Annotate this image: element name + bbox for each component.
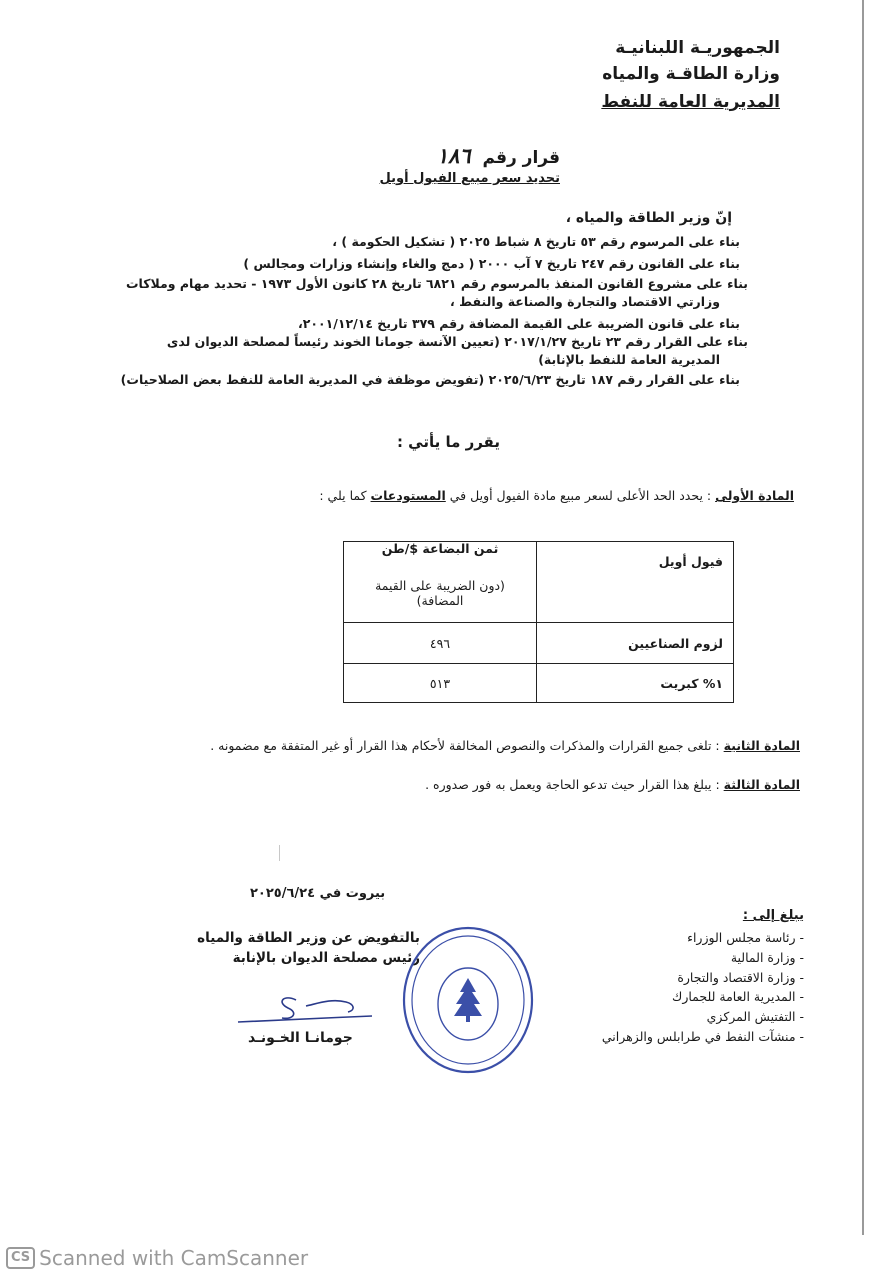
distribution-item: - وزارة المالية	[730, 950, 804, 965]
cedar-icon	[454, 978, 482, 1016]
article-2-text: : تلغى جميع القرارات والمذكرات والنصوص المخالفة لأحكام هذا القرار أو غير المتفقة مع مضمونه .	[210, 738, 720, 753]
header-republic: الجمهوريـة اللبنانيـة	[615, 38, 780, 58]
delegation-line: بالتفويض عن وزير الطاقة والمياه	[197, 930, 420, 946]
camscanner-logo-icon: CS	[6, 1247, 35, 1269]
article-3	[425, 777, 800, 792]
article-1-underlined: المستودعات	[370, 488, 446, 503]
price-header: ثمن البضاعة $/طن	[381, 540, 499, 556]
handwritten-signature	[236, 982, 376, 1032]
price-header-cell	[344, 542, 537, 623]
preamble-line: بناء على مشروع القانون المنفذ بالمرسوم رقم ٦٨٢١ تاريخ ٢٨ كانون الأول ١٩٧٣ - تحديد مهام وملاكات	[125, 276, 748, 291]
price-cell: ٤٩٦	[344, 623, 537, 664]
header-ministry: وزارة الطاقـة والمياه	[602, 64, 780, 84]
article-3-label: المادة الثالثة	[723, 777, 800, 792]
preamble-line: بناء على القرار رقم ١٨٧ تاريخ ٢٠٢٥/٦/٢٣ (تفويض موظفة في المديرية العامة للنفط بعض الصلاحيات)	[120, 372, 740, 387]
price-cell: ٥١٣	[344, 664, 537, 703]
article-1	[319, 488, 794, 503]
product-header: فيول أويل	[537, 542, 734, 623]
official-stamp	[398, 922, 538, 1078]
table-row	[344, 623, 734, 664]
camscanner-text: Scanned with CamScanner	[39, 1246, 309, 1270]
article-1-text: : يحدد الحد الأعلى لسعر مبيع مادة الفيول أويل في	[449, 488, 712, 503]
price-table	[343, 541, 734, 703]
minister-line: إنّ وزير الطاقة والمياه ،	[565, 210, 732, 226]
camscanner-watermark	[6, 1246, 308, 1270]
article-1-label: المادة الأولى	[715, 488, 794, 503]
distribution-item: - رئاسة مجلس الوزراء	[687, 930, 804, 945]
distribution-item: - منشآت النفط في طرابلس والزهراني	[601, 1029, 804, 1044]
table-header-row	[344, 542, 734, 623]
article-1-text-end: كما يلي :	[319, 488, 367, 503]
article-2-label: المادة الثانية	[723, 738, 800, 753]
decision-title-prefix: قرار رقم	[482, 148, 560, 168]
place-date: بيروت في ٢٠٢٥/٦/٢٤	[250, 886, 386, 901]
decision-title	[437, 143, 560, 168]
distribution-item: - وزارة الاقتصاد والتجارة	[677, 970, 804, 985]
preamble-line: بناء على القانون رقم ٢٤٧ تاريخ ٧ آب ٢٠٠٠ ( دمج والغاء وإنشاء وزارات ومجالس )	[243, 256, 740, 271]
distribution-item: - التفتيش المركزي	[706, 1009, 804, 1024]
delegation-title: رئيس مصلحة الديوان بالإنابة	[232, 950, 420, 966]
decision-subject: تحديد سعر مبيع الفيول أويل	[379, 171, 560, 186]
decision-number: ١٨٦	[436, 143, 471, 168]
preamble-line: المديرية العامة للنفط بالإنابة)	[538, 352, 720, 367]
product-cell: ١% كبريت	[537, 664, 734, 703]
price-header-note: (دون الضريبة على القيمة المضافة)	[375, 577, 505, 608]
preamble-line: بناء على المرسوم رقم ٥٣ تاريخ ٨ شباط ٢٠٢٥ ( تشكيل الحكومة ) ،	[332, 234, 740, 249]
distribution-title: يبلغ إلى :	[742, 908, 804, 923]
preamble-line: بناء على القرار رقم ٢٣ تاريخ ٢٠١٧/١/٢٧ (تعيين الآنسة جومانا الخوند رئيساً لمصلحة الديوان لدى	[166, 334, 748, 349]
article-2	[210, 738, 800, 753]
article-3-text: : يبلغ هذا القرار حيث تدعو الحاجة ويعمل به فور صدوره .	[425, 777, 720, 792]
page-edge-line	[862, 0, 864, 1235]
decides-heading: يقرر ما يأتي :	[396, 433, 500, 451]
product-cell: لزوم الصناعيين	[537, 623, 734, 664]
margin-mark	[279, 845, 280, 861]
distribution-item: - المديرية العامة للجمارك	[672, 989, 804, 1004]
preamble-line: بناء على قانون الضريبة على القيمة المضافة رقم ٣٧٩ تاريخ ٢٠٠١/١٢/١٤،	[298, 316, 740, 331]
header-directorate: المديرية العامة للنفط	[601, 92, 780, 112]
table-row	[344, 664, 734, 703]
signer-name: جومانـا الخـونـد	[248, 1030, 353, 1046]
preamble-line: وزارتي الاقتصاد والتجارة والصناعة والنفط ،	[450, 294, 720, 309]
